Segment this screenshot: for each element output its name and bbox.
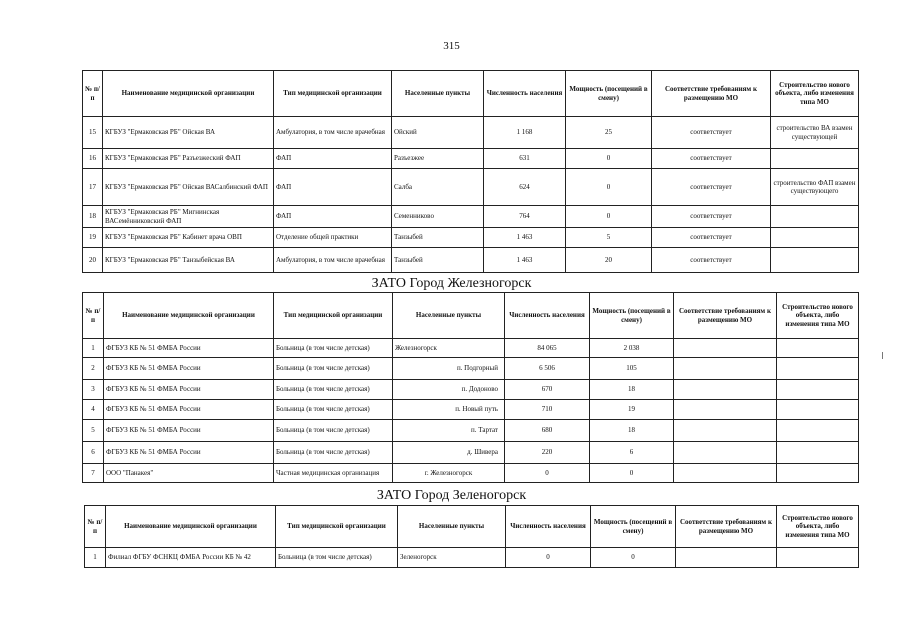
cell-num: 18 [83, 206, 103, 228]
cell-place: Танзыбей [392, 228, 484, 248]
cell-org: КГБУЗ "Ермаковская РБ" Ойская ВА [103, 117, 274, 149]
cell-place: Зеленогорск [398, 548, 506, 568]
cell-compliance [674, 464, 777, 483]
cell-num: 19 [83, 228, 103, 248]
cell-compliance: соответствует [652, 248, 771, 273]
cell-num: 4 [83, 400, 104, 420]
cell-capacity: 0 [566, 169, 652, 206]
header-num: № п/п [83, 71, 103, 117]
cell-construction [777, 339, 859, 358]
cell-num: 1 [85, 548, 106, 568]
cell-type: Частная медицинская организация [274, 464, 393, 483]
cell-place: Танзыбей [392, 248, 484, 273]
header-org: Наименование медицинской организации [104, 293, 274, 339]
cell-compliance: соответствует [652, 228, 771, 248]
cell-num: 15 [83, 117, 103, 149]
cell-num: 1 [83, 339, 104, 358]
cell-type: Амбулатория, в том числе врачебная [274, 117, 392, 149]
cell-type: Больница (в том числе детская) [274, 358, 393, 380]
cell-org: КГБУЗ "Ермаковская РБ" Ойская ВАСалбинский ФАП [103, 169, 274, 206]
table-row [83, 420, 859, 442]
table-row [83, 117, 859, 149]
cell-capacity: 2 038 [590, 339, 674, 358]
cell-compliance [674, 400, 777, 420]
cell-compliance [674, 420, 777, 442]
cell-org: ФГБУЗ КБ № 51 ФМБА России [104, 339, 274, 358]
cell-compliance: соответствует [652, 206, 771, 228]
cell-num: 2 [83, 358, 104, 380]
cell-compliance [674, 380, 777, 400]
cell-construction: строительство ВА взамен существующей [771, 117, 859, 149]
cell-org: Филиал ФГБУ ФСНКЦ ФМБА России КБ № 42 [106, 548, 276, 568]
table-header [85, 506, 859, 548]
cell-org: ФГБУЗ КБ № 51 ФМБА России [104, 358, 274, 380]
cell-population: 220 [505, 442, 590, 464]
table-row [85, 548, 859, 568]
cell-org: ФГБУЗ КБ № 51 ФМБА России [104, 442, 274, 464]
header-type: Тип медицинской организации [274, 71, 392, 117]
cell-type: Больница (в том числе детская) [274, 420, 393, 442]
cell-org: ФГБУЗ КБ № 51 ФМБА России [104, 420, 274, 442]
header-place: Населенные пункты [393, 293, 505, 339]
table-header [83, 293, 859, 339]
cell-place: Разъезжее [392, 149, 484, 169]
cell-type: ФАП [274, 149, 392, 169]
cell-place: г. Железногорск [393, 464, 505, 483]
cell-num: 3 [83, 380, 104, 400]
cell-num: 7 [83, 464, 104, 483]
header-population: Численность населения [505, 293, 590, 339]
table-row [83, 464, 859, 483]
cell-capacity: 0 [566, 206, 652, 228]
page-number: 315 [443, 40, 460, 52]
header-capacity: Мощность (посещений в смену) [590, 293, 674, 339]
cell-compliance [674, 358, 777, 380]
cell-type: Больница (в том числе детская) [274, 400, 393, 420]
cell-population: 764 [484, 206, 566, 228]
cell-num: 17 [83, 169, 103, 206]
cell-population: 670 [505, 380, 590, 400]
table-row [83, 149, 859, 169]
header-compliance: Соответствие требованиям к размещению МО [676, 506, 777, 548]
cell-construction [771, 206, 859, 228]
cell-capacity: 18 [590, 420, 674, 442]
header-construction: Строительство нового объекта, либо изменения типа МО [777, 293, 859, 339]
header-compliance: Соответствие требованиям к размещению МО [674, 293, 777, 339]
cell-place: п. Новый путь [393, 400, 505, 420]
cell-type: Больница (в том числе детская) [274, 380, 393, 400]
cell-org: КГБУЗ "Ермаковская РБ" Кабинет врача ОВП [103, 228, 274, 248]
header-type: Тип медицинской организации [276, 506, 398, 548]
cell-compliance: соответствует [652, 149, 771, 169]
cell-population: 0 [505, 464, 590, 483]
cell-construction [771, 228, 859, 248]
header-org: Наименование медицинской организации [103, 71, 274, 117]
cell-num: 6 [83, 442, 104, 464]
table-row [83, 339, 859, 358]
cell-org: ФГБУЗ КБ № 51 ФМБА России [104, 380, 274, 400]
cell-place: п. Додоново [393, 380, 505, 400]
cell-population: 710 [505, 400, 590, 420]
cell-construction: строительство ФАП взамен существующего [771, 169, 859, 206]
cell-num: 5 [83, 420, 104, 442]
cell-capacity: 5 [566, 228, 652, 248]
cell-type: Больница (в том числе детская) [276, 548, 398, 568]
cell-construction [777, 464, 859, 483]
cell-org: КГБУЗ "Ермаковская РБ" Разъезжеский ФАП [103, 149, 274, 169]
cell-type: ФАП [274, 206, 392, 228]
cell-capacity: 20 [566, 248, 652, 273]
cell-capacity: 19 [590, 400, 674, 420]
table-row [83, 400, 859, 420]
header-place: Населенные пункты [392, 71, 484, 117]
header-num: № п/п [83, 293, 104, 339]
cell-population: 1 168 [484, 117, 566, 149]
cell-place: п. Подгорный [393, 358, 505, 380]
cell-population: 84 065 [505, 339, 590, 358]
cell-construction [777, 442, 859, 464]
cell-org: КГБУЗ "Ермаковская РБ" Танзыбейская ВА [103, 248, 274, 273]
cell-compliance [674, 442, 777, 464]
cell-construction [777, 420, 859, 442]
cell-population: 680 [505, 420, 590, 442]
cell-place: п. Тартат [393, 420, 505, 442]
cell-place: Семенниково [392, 206, 484, 228]
header-construction: Строительство нового объекта, либо изменения типа МО [777, 506, 859, 548]
header-capacity: Мощность (посещений в смену) [591, 506, 676, 548]
cell-org: ООО "Панакея" [104, 464, 274, 483]
header-org: Наименование медицинской организации [106, 506, 276, 548]
cell-capacity: 25 [566, 117, 652, 149]
cell-construction [777, 358, 859, 380]
table-zelenogorsk [84, 505, 859, 568]
table-row [83, 442, 859, 464]
cell-population: 0 [506, 548, 591, 568]
cell-num: 16 [83, 149, 103, 169]
cell-capacity: 6 [590, 442, 674, 464]
cell-capacity: 0 [566, 149, 652, 169]
cell-population: 631 [484, 149, 566, 169]
cell-type: Амбулатория, в том числе врачебная [274, 248, 392, 273]
cell-type: Больница (в том числе детская) [274, 442, 393, 464]
table-row [83, 206, 859, 228]
cell-population: 624 [484, 169, 566, 206]
cell-place: Ойский [392, 117, 484, 149]
cell-num: 20 [83, 248, 103, 273]
cell-place: Железногорск [393, 339, 505, 358]
cell-capacity: 18 [590, 380, 674, 400]
header-population: Численность населения [506, 506, 591, 548]
cell-population: 6 506 [505, 358, 590, 380]
table-row [83, 358, 859, 380]
cell-population: 1 463 [484, 228, 566, 248]
table-ermakovsky [82, 70, 859, 273]
table-header [83, 71, 859, 117]
cell-place: д. Шивера [393, 442, 505, 464]
cell-capacity: 0 [591, 548, 676, 568]
table-row [83, 380, 859, 400]
header-construction: Строительство нового объекта, либо изменения типа МО [771, 71, 859, 117]
cell-capacity: 0 [590, 464, 674, 483]
table-row [83, 228, 859, 248]
cell-org: ФГБУЗ КБ № 51 ФМБА России [104, 400, 274, 420]
header-num: № п/п [85, 506, 106, 548]
cell-compliance: соответствует [652, 117, 771, 149]
header-type: Тип медицинской организации [274, 293, 393, 339]
cell-compliance [676, 548, 777, 568]
cell-population: 1 463 [484, 248, 566, 273]
section-title-zheleznogorsk: ЗАТО Город Железногорск [371, 276, 532, 291]
table-zheleznogorsk [82, 292, 859, 483]
cell-org: КГБУЗ "Ермаковская РБ" Мигнинская ВАСемённиковский ФАП [103, 206, 274, 228]
cell-capacity: 105 [590, 358, 674, 380]
cell-type: Отделение общей практики [274, 228, 392, 248]
table-row [83, 169, 859, 206]
scan-mark [882, 352, 883, 359]
cell-construction [777, 380, 859, 400]
header-place: Населенные пункты [398, 506, 506, 548]
cell-place: Салба [392, 169, 484, 206]
table-row [83, 248, 859, 273]
section-title-zelenogorsk: ЗАТО Город Зеленогорск [376, 488, 527, 503]
cell-compliance: соответствует [652, 169, 771, 206]
cell-construction [771, 149, 859, 169]
header-capacity: Мощность (посещений в смену) [566, 71, 652, 117]
cell-construction [771, 248, 859, 273]
cell-construction [777, 400, 859, 420]
cell-construction [777, 548, 859, 568]
header-compliance: Соответствие требованиям к размещению МО [652, 71, 771, 117]
cell-compliance [674, 339, 777, 358]
cell-type: Больница (в том числе детская) [274, 339, 393, 358]
cell-type: ФАП [274, 169, 392, 206]
header-population: Численность населения [484, 71, 566, 117]
